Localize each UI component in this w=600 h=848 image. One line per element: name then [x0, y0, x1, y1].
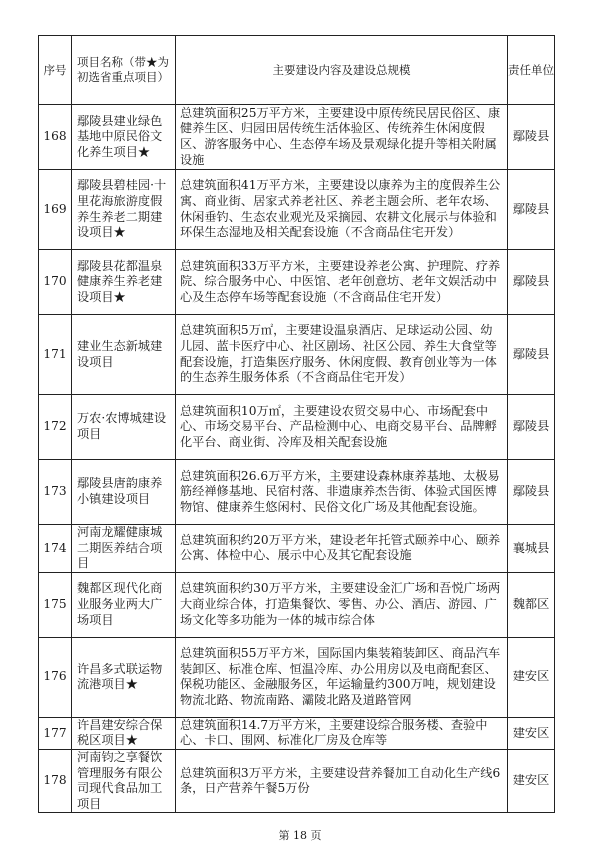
row-desc: 总建筑面积25万平方米，主要建设中原传统民居民俗区、康健养生区、归园田居传统生活体验区、传统养生休闲度假区、游客服务中心、生态停车场及景观绿化提升等相关附属设施 [176, 105, 508, 170]
header-desc: 主要建设内容及建设总规模 [176, 36, 508, 105]
row-desc: 总建筑面积14.7万平方米，主要建设综合服务楼、查验中心、卡口、围网、标准化厂房及仓库等 [176, 717, 508, 749]
header-no: 序号 [39, 36, 72, 105]
row-name: 鄢陵县花都温泉健康养生养老建设项目★ [72, 250, 176, 315]
table-row [39, 637, 555, 717]
row-desc: 总建筑面积41万平方米，主要建设以康养为主的度假养生公寓、商业街、居家式养老社区、养老主题会所、老年农场、休闲垂钓、生态农业观光及采摘园、农耕文化展示与体验和环保生态湿地及相关配套设施（不含商品住宅开发） [176, 170, 508, 250]
row-name: 鄢陵县碧桂园·十里花海旅游度假养生养老二期建设项目★ [72, 170, 176, 250]
row-name: 建业生态新城建设项目 [72, 315, 176, 395]
row-unit: 鄢陵县 [508, 170, 555, 250]
project-table [38, 35, 555, 813]
table-row [39, 315, 555, 395]
row-unit: 鄢陵县 [508, 460, 555, 525]
row-no: 177 [39, 717, 72, 749]
table-row [39, 717, 555, 749]
row-desc: 总建筑面积10万㎡，主要建设农贸交易中心、市场配套中心、市场交易平台、产品检测中心、电商交易平台、品牌孵化平台、商业街、冷库及相关配套设施 [176, 395, 508, 460]
row-unit: 鄢陵县 [508, 105, 555, 170]
page-number: 第 18 页 [278, 829, 322, 842]
table-row [39, 105, 555, 170]
row-unit: 鄢陵县 [508, 395, 555, 460]
header-name: 项目名称（带★为初选省重点项目） [72, 36, 176, 105]
row-unit: 建安区 [508, 637, 555, 717]
row-name: 许昌建安综合保税区项目★ [72, 717, 176, 749]
row-no: 172 [39, 395, 72, 460]
row-name: 鄢陵县建业绿色基地中原民俗文化养生项目★ [72, 105, 176, 170]
table-row [39, 395, 555, 460]
row-desc: 总建筑面积26.6万平方米，主要建设森林康养基地、太极易筋经禅修基地、民宿村落、非遗康养杰告街、体验式国医博物馆、健康养生悠闲村、民俗文化广场及其他配套设施。 [176, 460, 508, 525]
table-row [39, 250, 555, 315]
row-name: 许昌多式联运物流港项目★ [72, 637, 176, 717]
row-desc: 总建筑面积55万平方米，国际国内集装箱装卸区、商品汽车装卸区、标准仓库、恒温冷库、办公用房以及电商配套区、保税功能区、金融服务区，年运输量约300万吨，规划建设物流北路、物流南路、灞陵北路及道路管网 [176, 637, 508, 717]
row-name: 魏都区现代化商业服务业两大广场项目 [72, 572, 176, 637]
row-name: 河南龙耀健康城二期医养结合项目 [72, 525, 176, 573]
row-name: 鄢陵县唐韵康养小镇建设项目 [72, 460, 176, 525]
row-desc: 总建筑面积3万平方米，主要建设营养餐加工自动化生产线6条，日产营养午餐5万份 [176, 749, 508, 812]
row-no: 168 [39, 105, 72, 170]
row-no: 173 [39, 460, 72, 525]
table-row [39, 170, 555, 250]
table-row [39, 525, 555, 573]
row-unit: 鄢陵县 [508, 315, 555, 395]
row-no: 170 [39, 250, 72, 315]
row-no: 174 [39, 525, 72, 573]
row-unit: 魏都区 [508, 572, 555, 637]
row-no: 178 [39, 749, 72, 812]
row-unit: 建安区 [508, 717, 555, 749]
row-unit: 襄城县 [508, 525, 555, 573]
row-no: 175 [39, 572, 72, 637]
row-no: 171 [39, 315, 72, 395]
row-no: 176 [39, 637, 72, 717]
row-desc: 总建筑面积33万平方米，主要建设养老公寓、护理院、疗养院、综合服务中心、中医馆、老年创意坊、老年文娱活动中心及生态停车场等配套设施（不含商品住宅开发） [176, 250, 508, 315]
row-desc: 总建筑面积5万㎡，主要建设温泉酒店、足球运动公园、幼儿园、蓝卡医疗中心、社区剧场、社区公园、养生大食堂等配套设施，打造集医疗服务、休闲度假、教育创业等为一体的生态养生服务体系（不含商品住宅开发） [176, 315, 508, 395]
table-row [39, 749, 555, 812]
row-unit: 建安区 [508, 749, 555, 812]
table-row [39, 460, 555, 525]
header-unit: 责任单位 [508, 36, 555, 105]
row-desc: 总建筑面积约30万平方米，主要建设金汇广场和吾悦广场两大商业综合体，打造集餐饮、零售、办公、酒店、游园、广场文化等多功能为一体的城市综合体 [176, 572, 508, 637]
table-row [39, 572, 555, 637]
header-row [39, 36, 555, 105]
row-desc: 总建筑面积约20万平方米，建设老年托管式颐养中心、颐养公寓、体检中心、展示中心及其它配套设施 [176, 525, 508, 573]
row-unit: 鄢陵县 [508, 250, 555, 315]
row-name: 河南钧之享餐饮管理服务有限公司现代食品加工项目 [72, 749, 176, 812]
row-name: 万农·农博城建设项目 [72, 395, 176, 460]
row-no: 169 [39, 170, 72, 250]
